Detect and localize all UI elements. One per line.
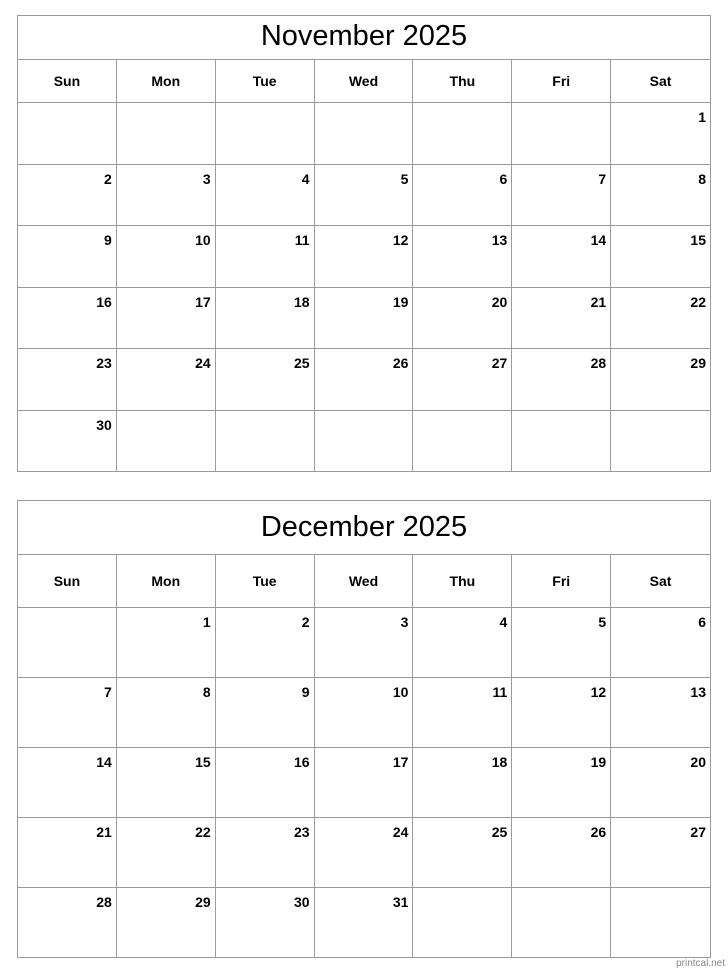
day-number: 30 [293, 894, 310, 910]
day-cell [216, 818, 315, 888]
day-cell [611, 226, 710, 288]
day-number: 23 [96, 355, 112, 371]
weekday-header-mon: Mon [117, 60, 216, 102]
day-cell [413, 165, 512, 227]
day-cell [413, 748, 512, 818]
calendar-november [17, 15, 711, 472]
day-cell [611, 349, 710, 411]
empty-day-cell [413, 411, 512, 473]
empty-day-cell [512, 888, 611, 958]
day-number: 28 [590, 355, 607, 371]
day-number: 27 [690, 824, 706, 840]
day-number: 24 [195, 355, 211, 371]
day-number: 9 [301, 684, 310, 700]
day-cell [117, 349, 216, 411]
day-cell [117, 888, 216, 958]
day-number: 5 [400, 170, 409, 187]
day-number: 27 [491, 355, 508, 371]
day-number: 1 [698, 109, 706, 125]
watermark-text: printcal.net [676, 958, 725, 969]
day-number: 20 [491, 293, 508, 310]
day-cell [413, 349, 512, 411]
day-cell [611, 678, 710, 748]
day-cell [117, 165, 216, 227]
day-cell [611, 288, 710, 350]
empty-day-cell [611, 888, 710, 958]
day-number: 8 [698, 170, 706, 187]
empty-day-cell [117, 411, 216, 473]
weekday-header-row [18, 555, 710, 608]
day-cell [315, 888, 414, 958]
day-number: 12 [392, 232, 409, 248]
day-cell [315, 608, 414, 678]
day-cell [315, 165, 414, 227]
day-number: 17 [195, 293, 211, 310]
day-cell [611, 608, 710, 678]
day-number: 21 [590, 293, 607, 310]
day-cell [413, 678, 512, 748]
day-cell [315, 226, 414, 288]
day-number: 26 [392, 355, 409, 371]
day-number: 2 [104, 170, 112, 187]
day-cell [413, 818, 512, 888]
empty-day-cell [216, 411, 315, 473]
weekday-header-wed: Wed [315, 60, 414, 102]
day-number: 15 [690, 232, 706, 248]
month-title: December 2025 [18, 501, 710, 555]
day-number: 14 [96, 754, 112, 770]
day-number: 23 [293, 824, 310, 840]
day-cell [18, 226, 117, 288]
day-cell [18, 818, 117, 888]
day-cell [216, 349, 315, 411]
day-cell [512, 818, 611, 888]
empty-day-cell [512, 411, 611, 473]
weekday-header-fri: Fri [512, 555, 611, 607]
empty-day-cell [117, 103, 216, 165]
weekday-header-sat: Sat [649, 73, 672, 89]
day-cell [315, 818, 414, 888]
day-cell [117, 818, 216, 888]
day-cell [18, 888, 117, 958]
day-cell [512, 349, 611, 411]
day-number: 11 [492, 684, 508, 700]
day-number: 18 [293, 293, 310, 310]
day-number: 13 [491, 232, 508, 248]
day-cell [611, 748, 710, 818]
weekday-header-thu: Thu [413, 555, 512, 607]
day-number: 29 [690, 355, 706, 371]
day-number: 12 [590, 684, 607, 700]
day-cell [18, 411, 117, 473]
day-number: 6 [499, 170, 508, 187]
month-title: November 2025 [18, 16, 710, 60]
day-number: 4 [499, 614, 508, 630]
day-cell [18, 288, 117, 350]
empty-day-cell [216, 103, 315, 165]
weekday-header-wed: Wed [315, 555, 414, 607]
day-cell [512, 608, 611, 678]
day-cell [413, 608, 512, 678]
empty-day-cell [18, 608, 117, 678]
day-cell [611, 818, 710, 888]
calendar-december [17, 500, 711, 958]
day-cell [611, 165, 710, 227]
day-cell [18, 748, 117, 818]
day-number: 3 [400, 614, 409, 630]
day-cell [117, 678, 216, 748]
weekday-header-tue: Tue [216, 555, 315, 607]
day-number: 14 [590, 232, 607, 248]
day-number: 21 [96, 824, 112, 840]
weekday-header-row [18, 60, 710, 103]
day-number: 26 [590, 824, 607, 840]
day-number: 7 [598, 170, 607, 187]
day-number: 16 [96, 293, 112, 310]
day-number: 31 [392, 894, 409, 910]
day-number: 10 [195, 232, 211, 248]
day-number: 29 [195, 894, 211, 910]
day-cell [18, 678, 117, 748]
day-cell [216, 678, 315, 748]
day-cell [117, 288, 216, 350]
day-cell [413, 288, 512, 350]
day-cell [18, 349, 117, 411]
empty-day-cell [611, 411, 710, 473]
weekday-header-sun: Sun [18, 60, 117, 102]
day-cell [512, 288, 611, 350]
day-number: 7 [104, 684, 112, 700]
day-grid [18, 103, 710, 472]
day-number: 2 [301, 614, 310, 630]
day-number: 5 [598, 614, 607, 630]
day-cell [512, 678, 611, 748]
weekday-header-thu: Thu [413, 60, 512, 102]
weekday-header-sun: Sun [18, 555, 117, 607]
day-cell [117, 608, 216, 678]
day-cell [216, 226, 315, 288]
day-number: 18 [491, 754, 508, 770]
day-cell [512, 748, 611, 818]
day-cell [216, 288, 315, 350]
day-number: 17 [392, 754, 409, 770]
day-number: 19 [590, 754, 607, 770]
day-number: 22 [690, 293, 706, 310]
day-number: 11 [294, 232, 310, 248]
day-cell [216, 888, 315, 958]
day-cell [413, 226, 512, 288]
day-cell [216, 608, 315, 678]
day-number: 22 [195, 824, 211, 840]
day-number: 9 [104, 232, 112, 248]
empty-day-cell [512, 103, 611, 165]
day-cell [117, 748, 216, 818]
weekday-header-fri: Fri [512, 60, 611, 102]
empty-day-cell [413, 103, 512, 165]
day-number: 30 [96, 416, 112, 433]
day-number: 1 [202, 614, 211, 630]
day-number: 24 [392, 824, 409, 840]
day-number: 10 [392, 684, 409, 700]
day-number: 20 [690, 754, 706, 770]
day-cell [315, 678, 414, 748]
day-cell [512, 165, 611, 227]
day-cell [18, 165, 117, 227]
day-number: 6 [698, 614, 706, 630]
day-number: 19 [392, 293, 409, 310]
day-cell [117, 226, 216, 288]
empty-day-cell [315, 103, 414, 165]
day-cell [315, 288, 414, 350]
day-number: 8 [202, 684, 211, 700]
day-cell [216, 165, 315, 227]
day-number: 3 [202, 170, 211, 187]
day-cell [611, 103, 710, 165]
empty-day-cell [18, 103, 117, 165]
day-grid [18, 608, 710, 958]
day-number: 16 [293, 754, 310, 770]
day-number: 4 [301, 170, 310, 187]
day-cell [315, 349, 414, 411]
day-number: 13 [690, 684, 706, 700]
weekday-header-tue: Tue [216, 60, 315, 102]
day-number: 25 [491, 824, 508, 840]
weekday-header-sat: Sat [649, 573, 672, 589]
weekday-header-mon: Mon [117, 555, 216, 607]
empty-day-cell [315, 411, 414, 473]
empty-day-cell [413, 888, 512, 958]
day-cell [216, 748, 315, 818]
day-number: 15 [195, 754, 211, 770]
day-cell [315, 748, 414, 818]
day-number: 28 [96, 894, 112, 910]
day-number: 25 [293, 355, 310, 371]
day-cell [512, 226, 611, 288]
